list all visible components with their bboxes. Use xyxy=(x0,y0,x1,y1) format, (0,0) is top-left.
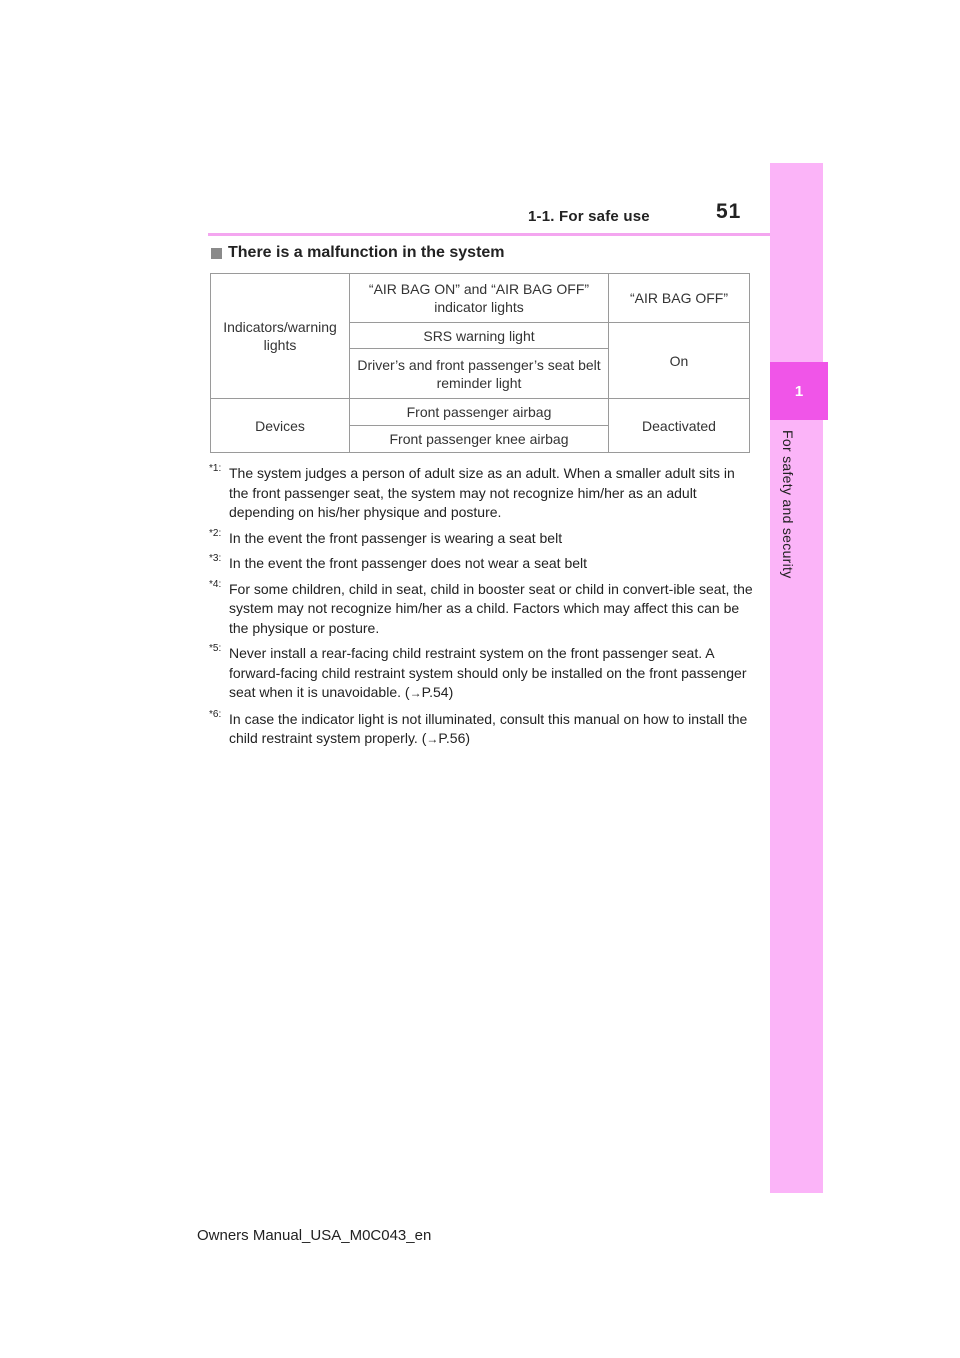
table-cell: Devices xyxy=(211,399,350,453)
header-rule xyxy=(208,233,770,236)
footnote-text: Never install a rear-facing child restraint system on the front passenger seat. A forward-facing child restraint system should only be installed on the front passenger seat when it is unavoidable. ( xyxy=(229,645,747,700)
table-cell: Deactivated xyxy=(609,399,750,453)
footnote-mark: *4: xyxy=(209,578,222,590)
table-cell: Front passenger airbag xyxy=(350,399,609,426)
footnote-text-tail: ) xyxy=(465,730,471,746)
table-cell: “AIR BAG OFF” xyxy=(609,274,750,323)
footnote xyxy=(209,580,754,639)
arrow-right-icon: → xyxy=(409,686,422,700)
square-bullet-icon xyxy=(211,248,222,259)
status-table xyxy=(210,273,750,453)
footnote-mark: *3: xyxy=(209,553,222,564)
footnote-text: The system judges a person of adult size as an adult. When a smaller adult sits in the front passenger seat, the system may not recognize him/her as an adult depending on his/her physique and posture. xyxy=(229,465,735,520)
footnote xyxy=(209,710,754,750)
footer-text: Owners Manual_USA_M0C043_en xyxy=(197,1227,432,1244)
table-cell: Driver’s and front passenger’s seat belt reminder light xyxy=(350,349,609,399)
page-number: 51 xyxy=(716,200,742,223)
footnote-mark: *2: xyxy=(209,527,222,539)
section-heading-text: There is a malfunction in the system xyxy=(228,244,505,261)
section-title: 1-1. For safe use xyxy=(528,208,650,225)
arrow-right-icon: → xyxy=(426,732,439,746)
table-cell: Indicators/warning lights xyxy=(211,274,350,399)
footnote xyxy=(209,554,754,574)
chapter-tab[interactable]: 1 xyxy=(770,362,828,420)
footnote xyxy=(209,464,754,523)
footnote-mark: *1: xyxy=(209,463,222,474)
footnote-text-tail: ) xyxy=(448,684,454,700)
footnote-text: In case the indicator light is not illuminated, consult this manual on how to install the child restraint system properly. ( xyxy=(229,710,748,746)
table-cell: SRS warning light xyxy=(350,323,609,349)
page-reference-link[interactable]: P.56 xyxy=(438,730,466,746)
footnote xyxy=(209,644,754,704)
footnote xyxy=(209,529,754,549)
table-cell: Front passenger knee airbag xyxy=(350,426,609,453)
footnote-text: For some children, child in seat, child in booster seat or child in convert-ible seat, the system may not recognize him/her as a child. Factors which may affect this can be the physique or posture. xyxy=(229,580,753,636)
footnote-mark: *5: xyxy=(209,643,222,654)
page-reference-link[interactable]: P.54 xyxy=(421,684,449,700)
footnote-text: In the event the front passenger is wearing a seat belt xyxy=(229,529,563,546)
table-cell: “AIR BAG ON” and “AIR BAG OFF” indicator lights xyxy=(350,274,609,323)
section-heading xyxy=(211,244,505,262)
chapter-label: For safety and security xyxy=(780,430,796,579)
side-strip xyxy=(770,163,823,1193)
table-cell: On xyxy=(609,323,750,399)
footnotes xyxy=(209,464,754,756)
footnote-mark: *6: xyxy=(209,708,222,720)
footnote-text: In the event the front passenger does not wear a seat belt xyxy=(229,555,588,571)
